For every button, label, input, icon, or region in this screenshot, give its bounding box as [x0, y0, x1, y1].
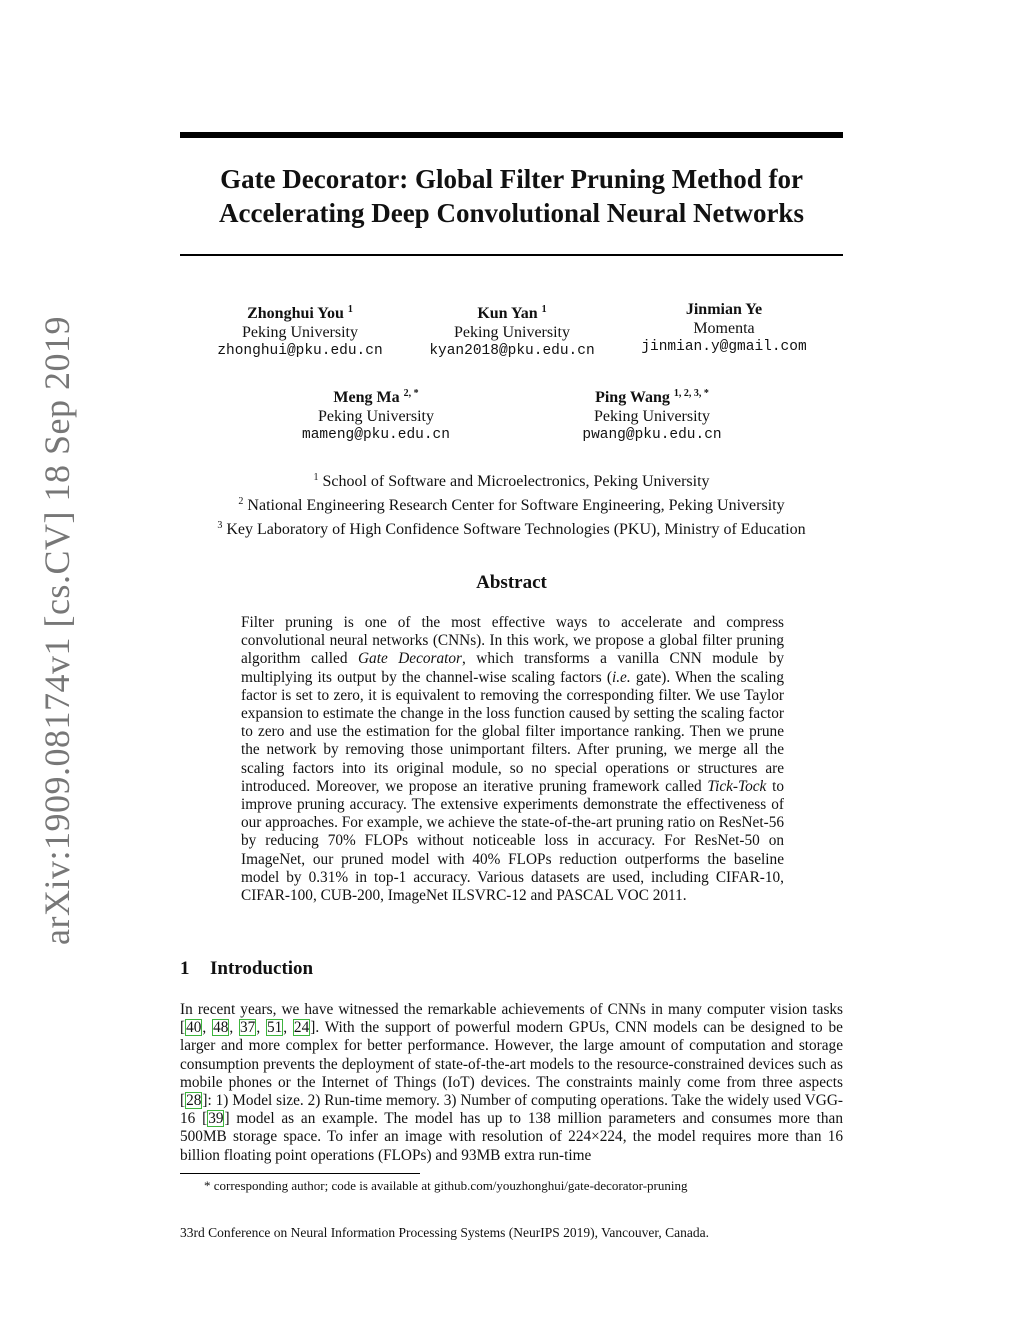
author-block: [180, 300, 420, 361]
author-name: Kun Yan $^1$: [477, 304, 547, 322]
citation-link[interactable]: 40: [186, 1019, 202, 1037]
section-number: 1: [180, 958, 190, 979]
author-name: Zhonghui You $^1$: [247, 304, 353, 322]
citation-link[interactable]: 48: [213, 1019, 229, 1037]
author-affiliation: Peking University: [318, 408, 434, 425]
author-email: zhonghui@pku.edu.cn: [217, 343, 383, 359]
author-email: kyan2018@pku.edu.cn: [429, 343, 595, 359]
citation-link[interactable]: 37: [240, 1019, 256, 1037]
title-line-2: Accelerating Deep Convolutional Neural Networks: [219, 198, 804, 228]
title-top-rule: [180, 132, 843, 138]
author-block: [256, 384, 496, 445]
author-affiliation: Peking University: [594, 408, 710, 425]
author-email: jinmian.y@gmail.com: [641, 339, 807, 355]
venue-note: 33rd Conference on Neural Information Processing Systems (NeurIPS 2019), Vancouver, Canada.: [180, 1225, 709, 1240]
affiliation-item: $^2$ National Engineering Research Center for Software Engineering, Peking University: [238, 496, 785, 514]
author-block: [532, 384, 772, 445]
author-email: pwang@pku.edu.cn: [582, 427, 722, 443]
citation-link[interactable]: 24: [293, 1019, 310, 1037]
author-block: [604, 300, 844, 357]
affiliation-item: $^3$ Key Laboratory of High Confidence Software Technologies (PKU), Ministry of Education: [217, 520, 806, 538]
footnote: * corresponding author; code is available at github.com/youzhonghui/gate-decorator-pruning: [204, 1178, 688, 1193]
author-block: [392, 300, 632, 361]
paper-title: [180, 162, 843, 230]
author-name: Jinmian Ye: [685, 301, 763, 318]
citation-link[interactable]: 39: [208, 1110, 224, 1128]
abstract-heading: Abstract: [476, 572, 547, 593]
author-affiliation: Peking University: [454, 324, 570, 341]
section-title: Introduction: [210, 958, 314, 979]
section-heading: [180, 958, 313, 980]
author-affiliation: Momenta: [693, 320, 755, 337]
title-line-1: Gate Decorator: Global Filter Pruning Method for: [220, 164, 803, 194]
title-bottom-rule: [180, 254, 843, 256]
abstract-text: Filter pruning is one of the most effective ways to accelerate and compress convolutional neural networks (CNNs). In this work, we propose a global filter pruning algorithm called Gate Decorator, which transforms a vanilla CNN module by multiplying its output by the channel-wise scaling factors (i.e. gate). When the scaling factor is set to zero, it is equivalent to removing the corresponding filter. We use Taylor expansion to estimate the change in the loss function caused by setting the scaling factor to zero and use the estimation for the global filter importance ranking. Then we prune the network by removing those unimportant filters. After pruning, we merge all the scaling factors into its original module, so no special operations or structures are introduced. Moreover, we propose an iterative pruning framework called Tick-Tock to improve pruning accuracy. The extensive experiments demonstrate the effectiveness of our approaches. For example, we achieve the state-of-the-art pruning ratio on ResNet-56 by reducing 70% FLOPs without noticeable loss in accuracy. For ResNet-50 on ImageNet, our pruned model with 40% FLOPs reduction outperforms the baseline model by 0.31% in top-1 accuracy. Various datasets are used, including CIFAR-10, CIFAR-100, CUB-200, ImageNet ILSVRC-12 and PASCAL VOC 2011.: [241, 614, 784, 905]
author-name: Ping Wang $^{1, 2, 3, *}$: [595, 388, 709, 406]
author-email: mameng@pku.edu.cn: [302, 427, 450, 443]
footnote-rule: [180, 1173, 420, 1174]
author-name: Meng Ma $^{2, *}$: [333, 388, 419, 406]
affiliation-list: [180, 468, 843, 540]
affiliation-item: $^1$ School of Software and Microelectronics, Peking University: [313, 472, 710, 490]
arxiv-stamp: arXiv:1909.08174v1 [cs.CV] 18 Sep 2019: [37, 316, 77, 945]
citation-link[interactable]: 28: [186, 1092, 202, 1110]
intro-paragraph: In recent years, we have witnessed the remarkable achievements of CNNs in many computer vision tasks [40, 48, 37, 51, 24]. With the support of powerful modern GPUs, CNN models can be designed to be larger and more complex for better performance. However, the large amount of computation and storage consumption prevents the deployment of state-of-the-art models to the resource-constrained devices such as mobile phones or the Internet of Things (IoT) devices. The constraints mainly come from three aspects [28]: 1) Model size. 2) Run-time memory. 3) Number of computing operations. Take the widely used VGG-16 [39] model as an example. The model has up to 138 million parameters and consumes more than 500MB storage space. To infer an image with resolution of 224×224, the model requires more than 16 billion floating point operations (FLOPs) and 93MB extra run-time: [180, 1001, 843, 1164]
citation-link[interactable]: 51: [266, 1019, 283, 1037]
author-affiliation: Peking University: [242, 324, 358, 341]
